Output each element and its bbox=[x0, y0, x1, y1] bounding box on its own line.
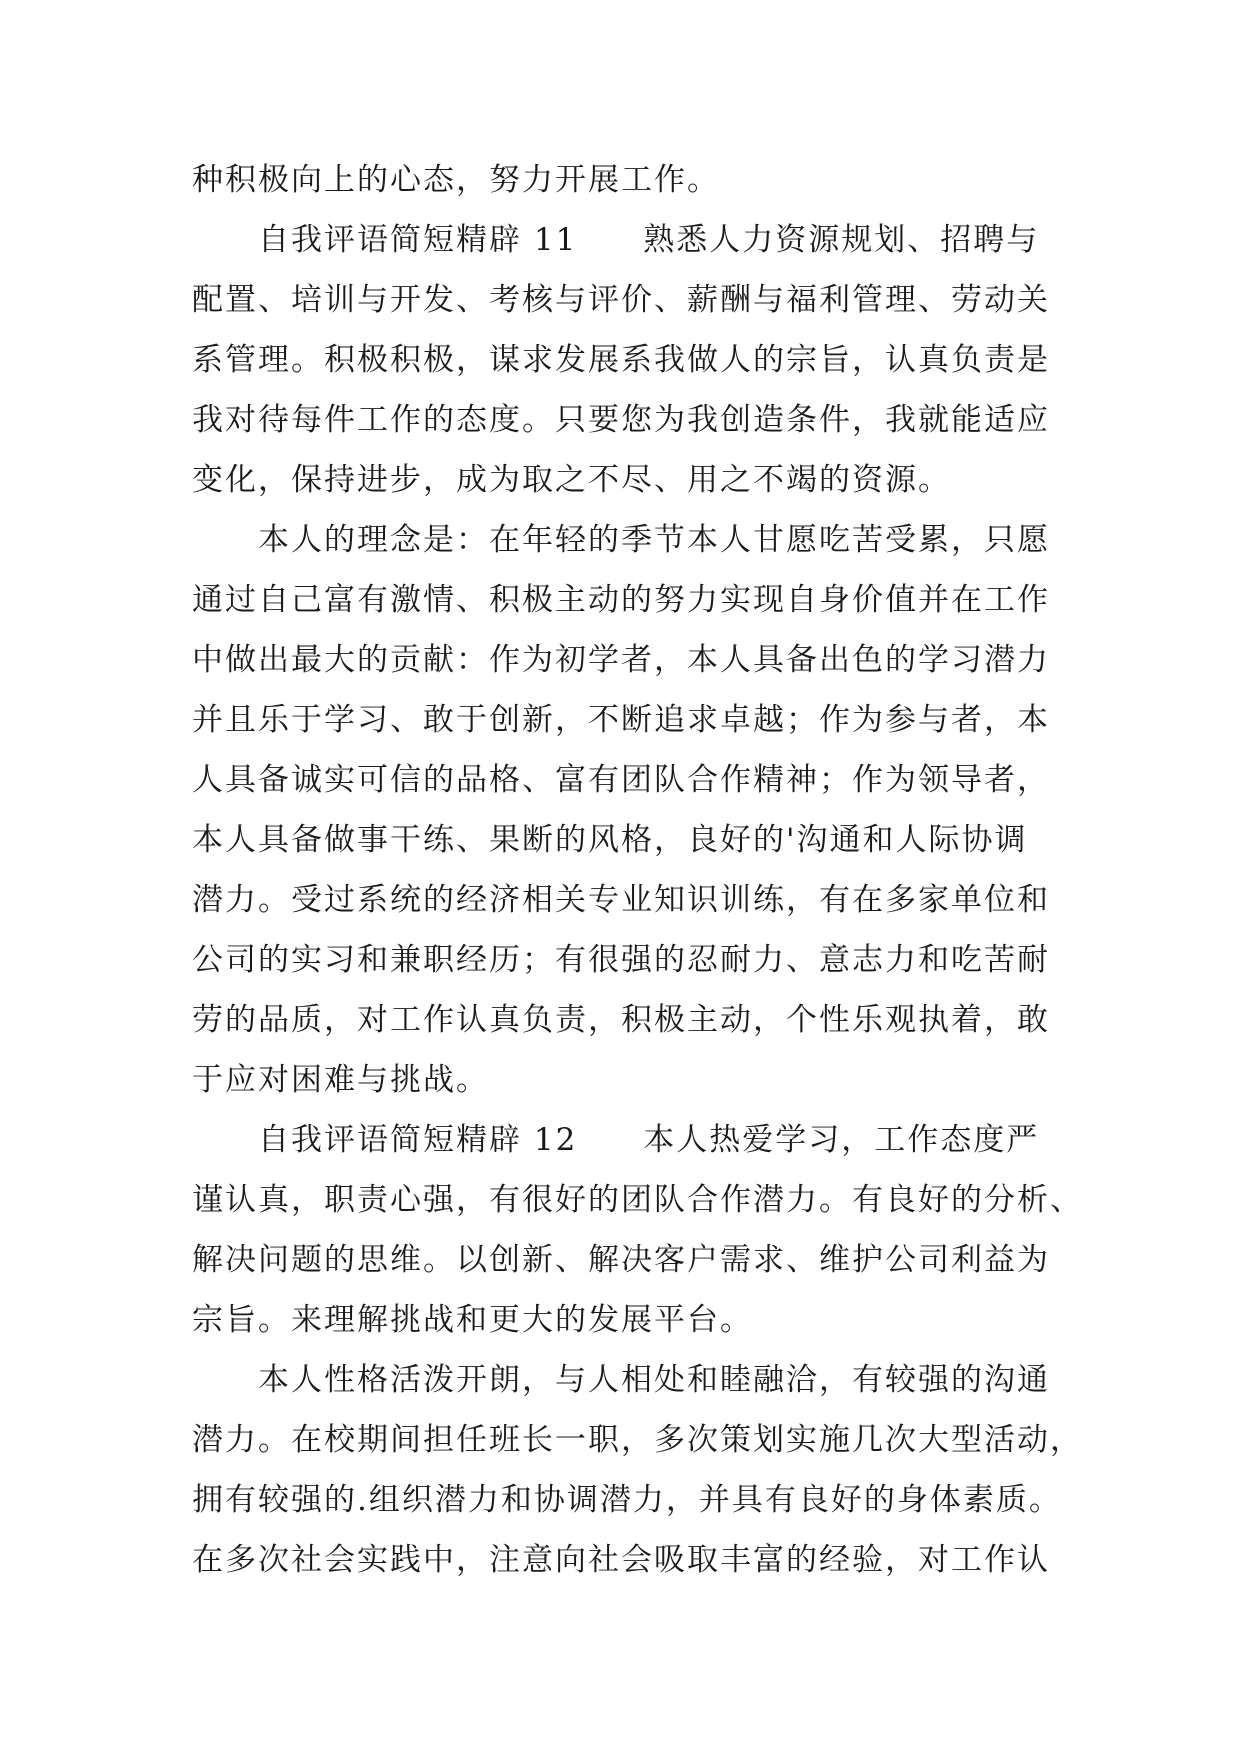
text-line: 劳的品质，对工作认真负责，积极主动，个性乐观执着，敢 bbox=[192, 1002, 1050, 1038]
text-line: 在多次社会实践中，注意向社会吸取丰富的经验，对工作认 bbox=[192, 1542, 1050, 1578]
text-line: 本人性格活泼开朗，与人相处和睦融洽，有较强的沟通 bbox=[258, 1362, 1050, 1398]
text-line: 本人具备做事干练、果断的风格，良好的'沟通和人际协调 bbox=[192, 822, 1028, 858]
text-line: 自我评语简短精辟 12 本人热爱学习，工作态度严 bbox=[258, 1122, 1040, 1158]
text-line: 于应对困难与挑战。 bbox=[192, 1062, 489, 1098]
text-line: 我对待每件工作的态度。只要您为我创造条件，我就能适应 bbox=[192, 402, 1050, 438]
document-body bbox=[192, 150, 1083, 1590]
text-line: 谨认真，职责心强，有很好的团队合作潜力。有良好的分析、 bbox=[192, 1182, 1083, 1218]
text-line: 潜力。受过系统的经济相关专业知识训练，有在多家单位和 bbox=[192, 882, 1050, 918]
text-line: 公司的实习和兼职经历；有很强的忍耐力、意志力和吃苦耐 bbox=[192, 942, 1050, 978]
text-line: 拥有较强的.组织潜力和协调潜力，并具有良好的身体素质。 bbox=[192, 1482, 1062, 1518]
text-line: 中做出最大的贡献：作为初学者，本人具备出色的学习潜力 bbox=[192, 642, 1050, 678]
text-line: 并且乐于学习、敢于创新，不断追求卓越；作为参与者，本 bbox=[192, 702, 1050, 738]
text-line: 自我评语简短精辟 11 熟悉人力资源规划、招聘与 bbox=[258, 222, 1040, 258]
text-line: 系管理。积极积极，谋求发展系我做人的宗旨，认真负责是 bbox=[192, 342, 1050, 378]
text-line: 种积极向上的心态，努力开展工作。 bbox=[192, 162, 720, 198]
text-line: 人具备诚实可信的品格、富有团队合作精神；作为领导者， bbox=[192, 762, 1050, 798]
text-line: 通过自己富有激情、积极主动的努力实现自身价值并在工作 bbox=[192, 582, 1050, 618]
text-line: 解决问题的思维。以创新、解决客户需求、维护公司利益为 bbox=[192, 1242, 1050, 1278]
text-line: 变化，保持进步，成为取之不尽、用之不竭的资源。 bbox=[192, 462, 951, 498]
text-line: 潜力。在校期间担任班长一职，多次策划实施几次大型活动， bbox=[192, 1422, 1083, 1458]
text-line: 配置、培训与开发、考核与评价、薪酬与福利管理、劳动关 bbox=[192, 282, 1050, 318]
text-line: 本人的理念是：在年轻的季节本人甘愿吃苦受累，只愿 bbox=[258, 522, 1050, 558]
text-line: 宗旨。来理解挑战和更大的发展平台。 bbox=[192, 1302, 753, 1338]
